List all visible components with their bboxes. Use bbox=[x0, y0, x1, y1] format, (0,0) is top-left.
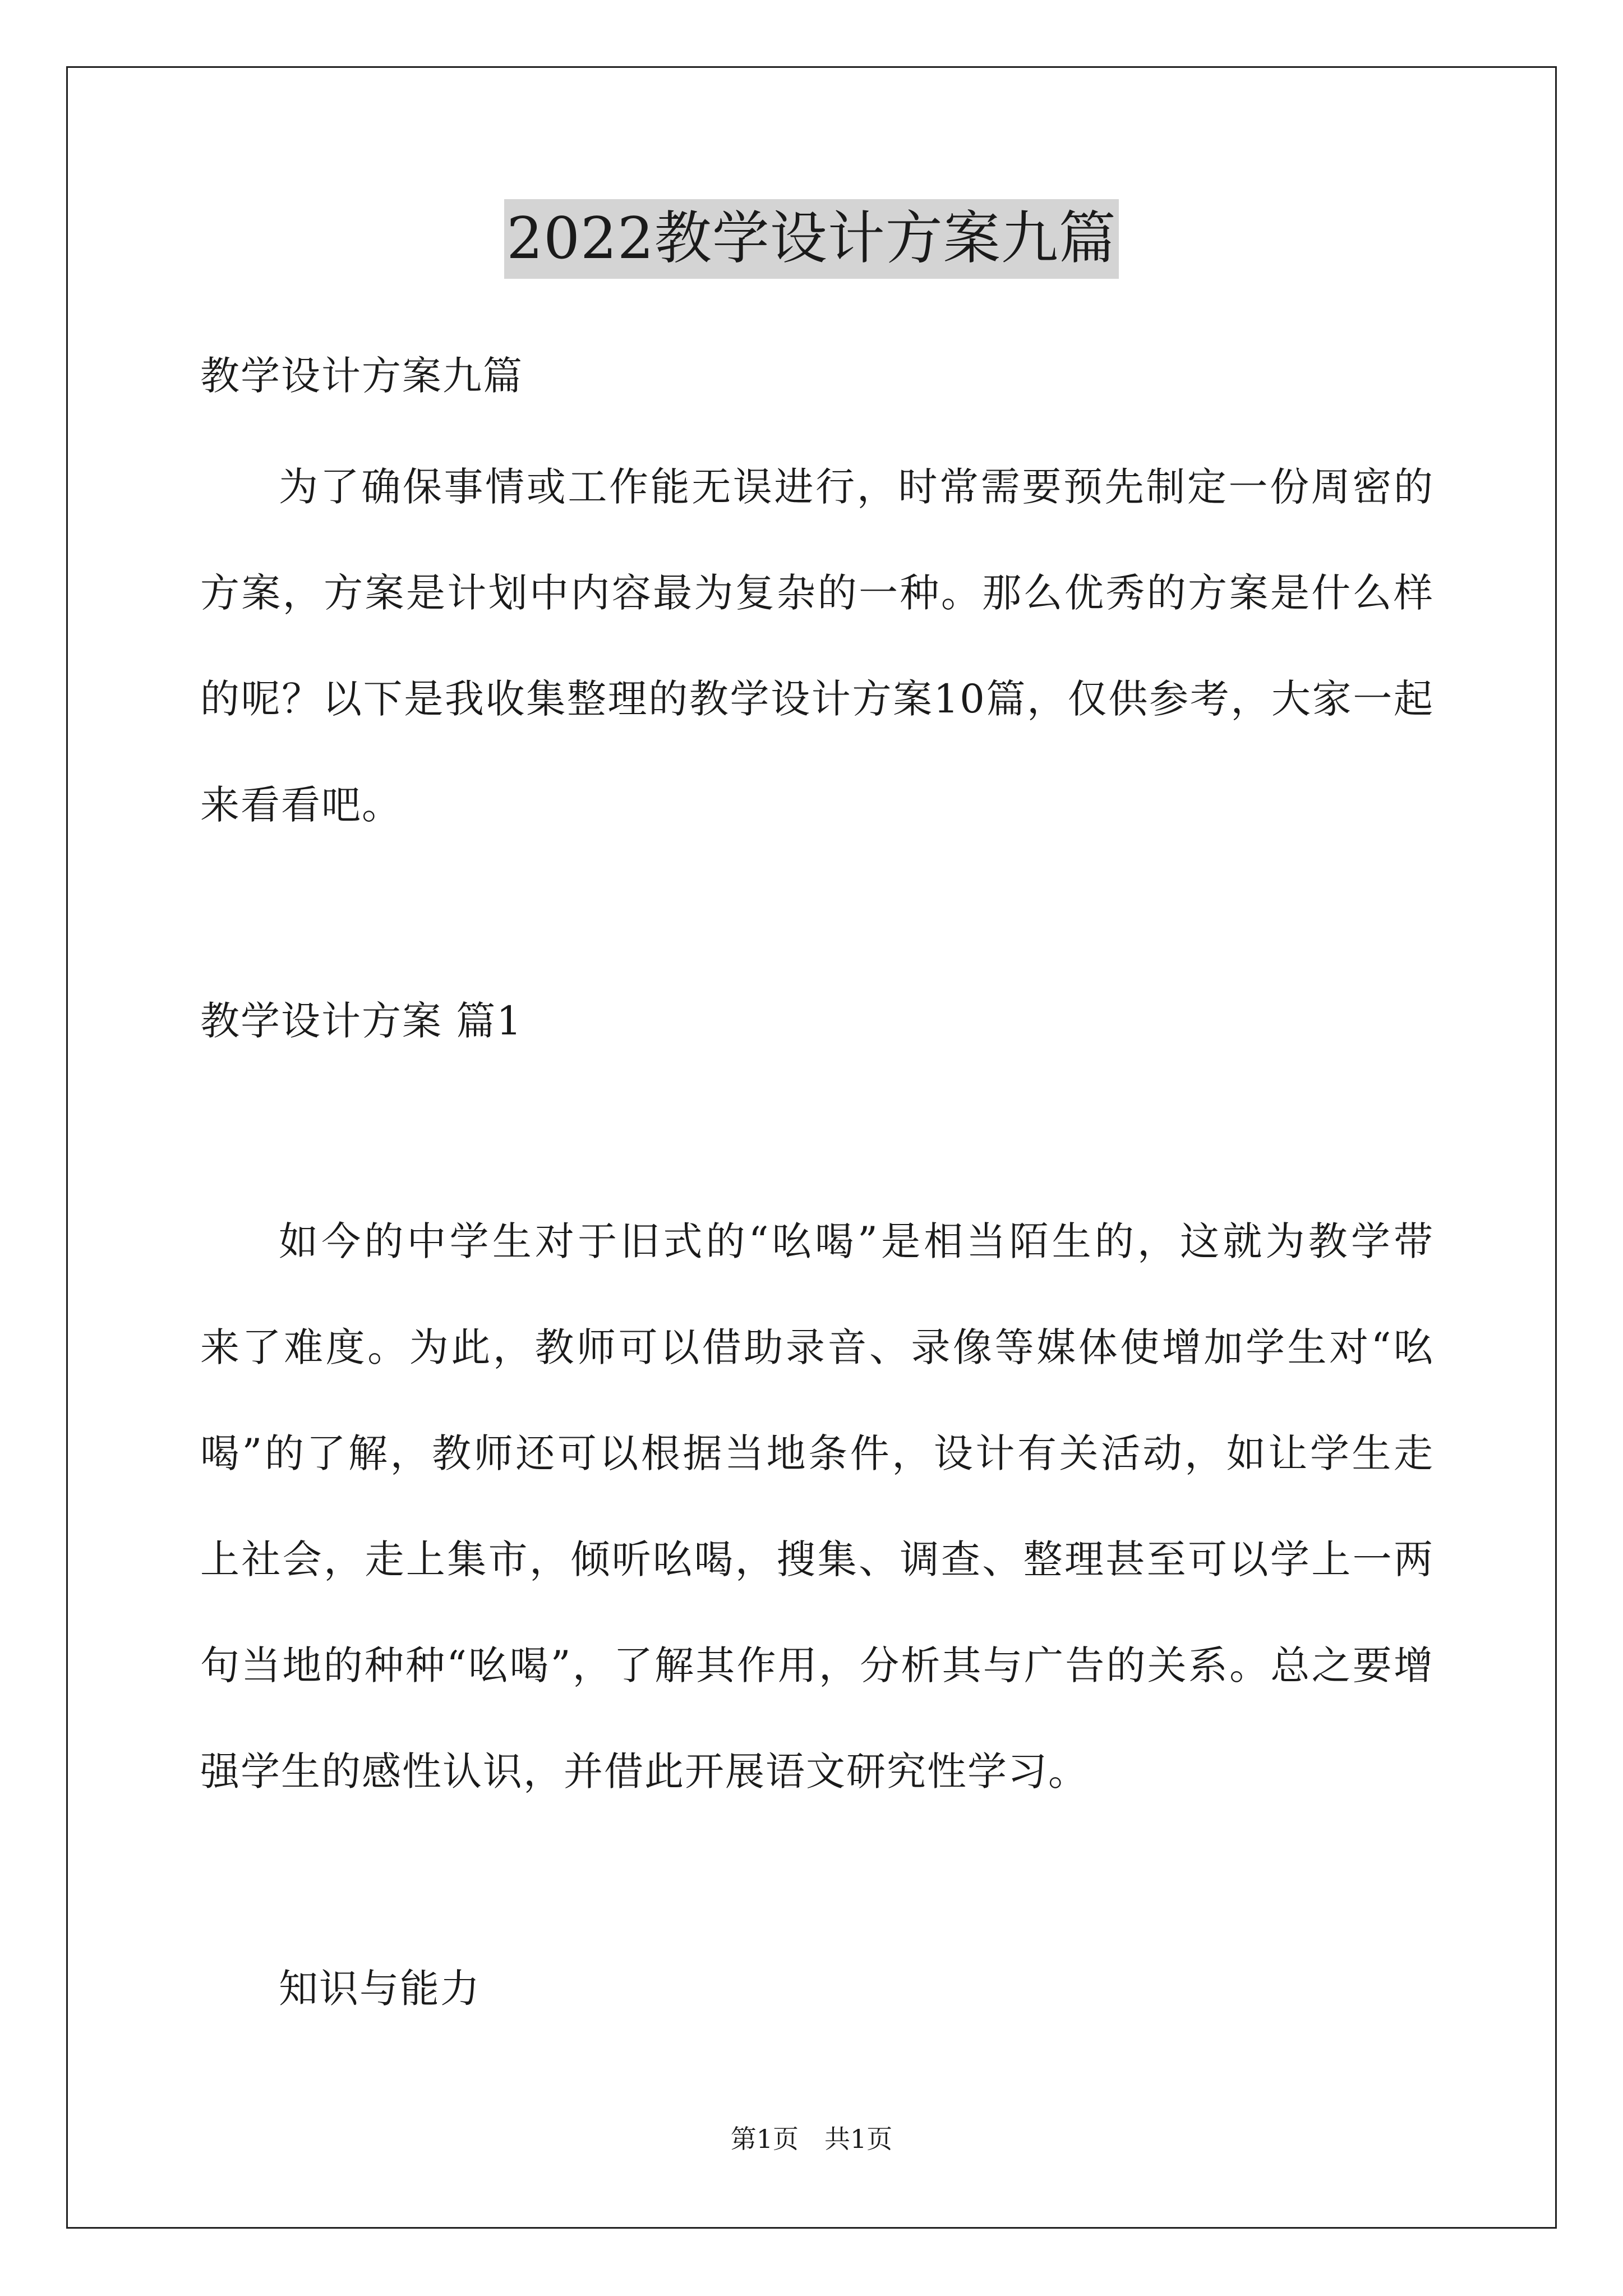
subheading: 知识与能力 bbox=[279, 1966, 481, 2012]
intro-line-1: 为了确保事情或工作能无误进行，时常需要预先制定一份周密的 bbox=[279, 464, 1434, 510]
intro-line-4: 来看看吧。 bbox=[200, 782, 402, 828]
intro-line-3: 的呢？以下是我收集整理的教学设计方案10篇，仅供参考，大家一起 bbox=[200, 676, 1434, 722]
section1-line-4: 上社会，走上集市，倾听吆喝，搜集、调查、整理甚至可以学上一两 bbox=[200, 1536, 1434, 1582]
section-heading: 教学设计方案 篇1 bbox=[200, 998, 523, 1044]
section1-line-6: 强学生的感性认识，并借此开展语文研究性学习。 bbox=[200, 1749, 1089, 1795]
section1-line-3: 喝”的了解，教师还可以根据当地条件，设计有关活动，如让学生走 bbox=[200, 1430, 1434, 1476]
section1-line-1: 如今的中学生对于旧式的“吆喝”是相当陌生的，这就为教学带 bbox=[279, 1218, 1434, 1264]
section1-line-2: 来了难度。为此，教师可以借助录音、录像等媒体使增加学生对“吆 bbox=[200, 1324, 1434, 1370]
document-subtitle: 教学设计方案九篇 bbox=[200, 353, 523, 399]
document-title: 2022教学设计方案九篇 bbox=[504, 199, 1119, 279]
page-footer: 第1页 共1页 bbox=[730, 2124, 893, 2154]
intro-line-2: 方案，方案是计划中内容最为复杂的一种。那么优秀的方案是什么样 bbox=[200, 570, 1434, 616]
title-container bbox=[0, 199, 1623, 279]
section1-line-5: 句当地的种种“吆喝”，了解其作用，分析其与广告的关系。总之要增 bbox=[200, 1642, 1434, 1688]
